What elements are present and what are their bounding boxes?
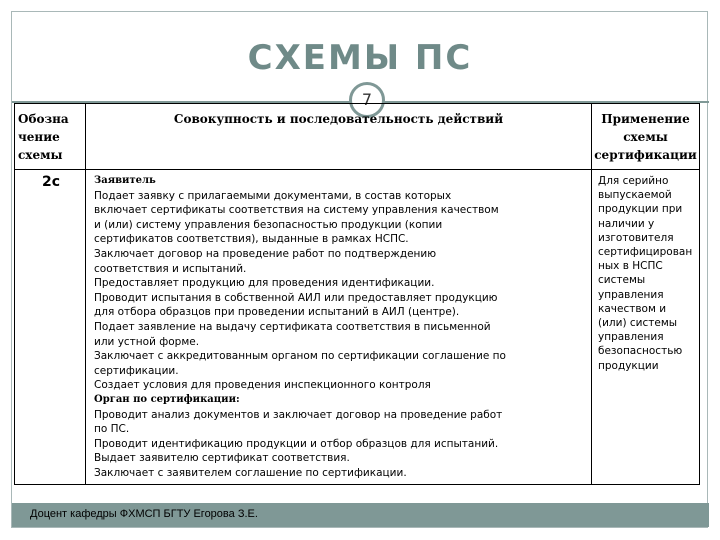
- organ-section-title: Орган по сертификации:: [94, 393, 240, 405]
- organ-line: по ПС.: [94, 423, 130, 436]
- applicant-line: для отбора образцов при проведении испытаний в АИЛ (центре).: [94, 306, 460, 319]
- application-line: (или) системы: [598, 317, 678, 330]
- header-designation-line: схемы: [18, 148, 63, 162]
- applicant-line: Предоставляет продукцию для проведения идентификации.: [94, 277, 435, 290]
- header-application-line: схемы: [623, 130, 668, 144]
- application-line: наличии у: [598, 217, 655, 230]
- application-line: системы: [598, 274, 646, 287]
- organ-line: Заключает с заявителем соглашение по сертификации.: [94, 466, 407, 479]
- application-line: качеством и: [598, 302, 667, 315]
- footer-author: Доцент кафедры ФХМСП БГТУ Егорова З.Е.: [30, 508, 258, 520]
- application-line: продукции: [598, 359, 659, 372]
- applicant-line: Заключает с аккредитованным органом по сертификации соглашение по: [94, 350, 506, 363]
- header-actions: [86, 104, 592, 170]
- table-header-row: [15, 104, 700, 170]
- scheme-code: 2с: [15, 170, 86, 485]
- header-designation-line: чение: [18, 130, 60, 144]
- application-line: управления: [598, 331, 664, 344]
- applicant-line: или устной форме.: [94, 335, 200, 348]
- applicant-line: сертификатов соответствия), выданные в рамках НСПС.: [94, 233, 409, 246]
- applicant-section-title: Заявитель: [94, 175, 156, 186]
- organ-line: Выдает заявителю сертификат соответствия.: [94, 452, 350, 465]
- application-line: выпускаемой: [598, 189, 672, 202]
- application-line: управления: [598, 288, 664, 301]
- header-application: [592, 104, 700, 170]
- header-actions-label: Совокупность и последовательность действий: [173, 112, 504, 126]
- slide-title: СХЕМЫ ПС: [247, 38, 473, 78]
- application-cell: [592, 170, 700, 485]
- application-line: Для серийно: [598, 175, 669, 187]
- application-line: продукции при: [598, 203, 683, 216]
- organ-line: Проводит идентификацию продукции и отбор образцов для испытаний.: [94, 437, 499, 450]
- applicant-line: сертификации.: [94, 364, 179, 377]
- header-application-line: Применение: [601, 112, 690, 126]
- header-application-line: сертификации: [594, 148, 697, 162]
- actions-cell: [86, 170, 592, 485]
- footer-bar: [12, 503, 709, 527]
- applicant-line: соответствия и испытаний.: [94, 262, 247, 275]
- applicant-line: Подает заявку с прилагаемыми документами, в состав которых: [94, 189, 452, 202]
- applicant-line: Проводит испытания в собственной АИЛ или предоставляет продукцию: [94, 291, 498, 304]
- applicant-line: включает сертификаты соответствия на систему управления качеством: [94, 204, 499, 217]
- application-line: ных в НСПС: [598, 260, 663, 273]
- page-number: 7: [349, 82, 385, 118]
- header-designation-line: Обозна: [18, 112, 69, 126]
- application-line: сертифицирован: [598, 246, 693, 259]
- header-designation: [15, 104, 86, 170]
- applicant-line: Заключает договор на проведение работ по подтверждению: [94, 247, 437, 260]
- applicant-line: Создает условия для проведения инспекционного контроля: [94, 379, 431, 392]
- organ-line: Проводит анализ документов и заключает договор на проведение работ: [94, 408, 503, 421]
- application-line: безопасностью: [598, 345, 683, 358]
- applicant-line: и (или) систему управления безопасностью продукции (копии: [94, 218, 443, 231]
- table-row: [15, 170, 700, 485]
- application-line: изготовителя: [598, 231, 674, 244]
- scheme-table: [14, 103, 700, 485]
- applicant-line: Подает заявление на выдачу сертификата соответствия в письменной: [94, 320, 491, 333]
